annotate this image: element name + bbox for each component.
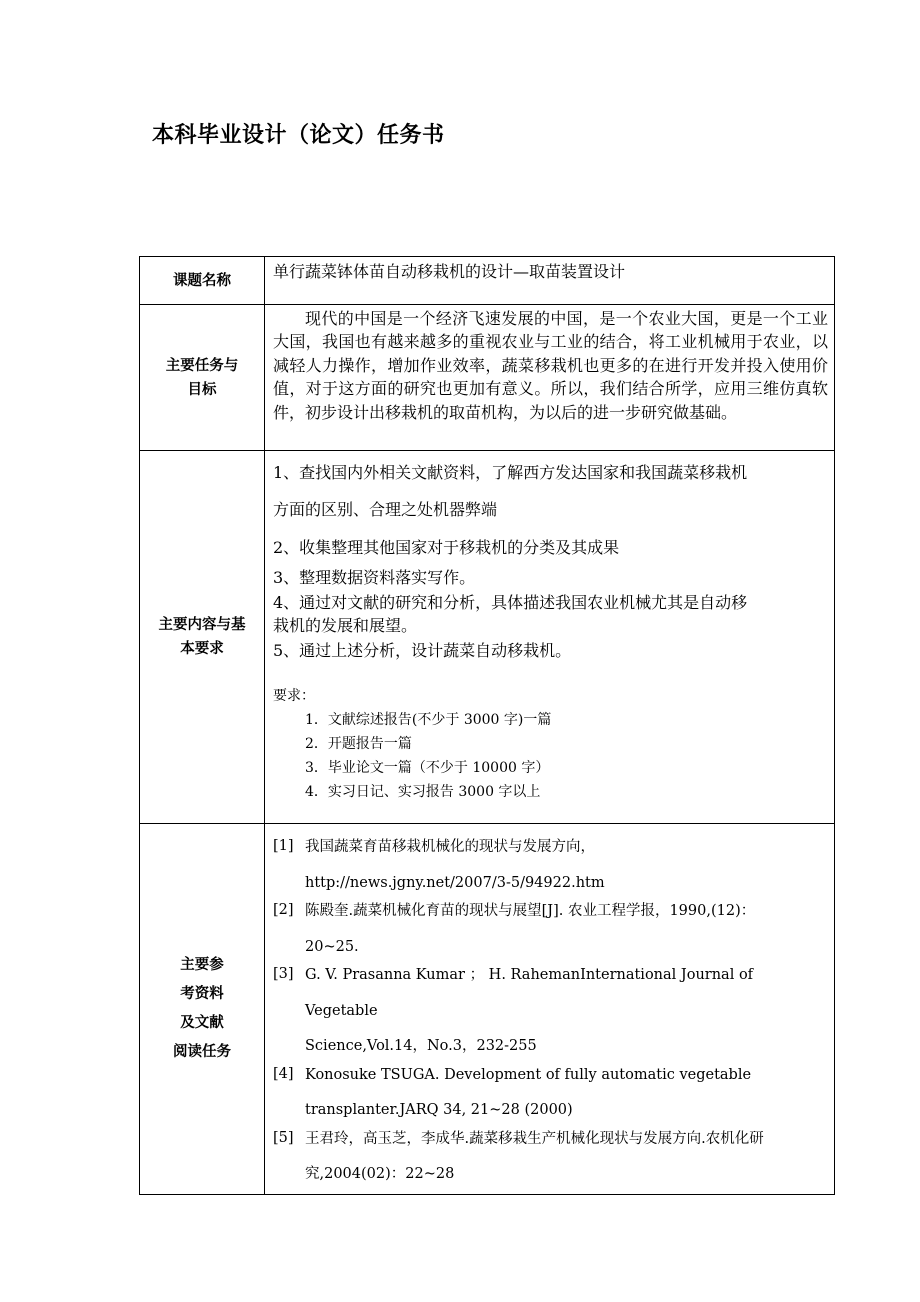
- references-label: [140, 824, 265, 1195]
- reference-line: Konosuke TSUGA. Development of fully automatic vegetable: [305, 1066, 752, 1083]
- reference-number: [3]: [273, 966, 294, 982]
- reference-line: 我国蔬菜育苗移栽机械化的现状与发展方向，: [305, 839, 595, 855]
- content-cell: [265, 451, 835, 824]
- content-item-line: 栽机的发展和展望。: [273, 616, 418, 635]
- reference-line: transplanter.JARQ 34, 21~28 (2000): [305, 1102, 573, 1118]
- reference-line: 陈殿奎.蔬菜机械化育苗的现状与展望[J]. 农业工程学报，1990,(12)：: [305, 903, 756, 919]
- references-row: [140, 824, 835, 1195]
- task-table: [139, 256, 835, 1195]
- goal-label-line: 目标: [187, 381, 217, 398]
- reference-number: [5]: [273, 1129, 294, 1146]
- reference-line: Science,Vol.14，No.3，232-255: [305, 1038, 537, 1054]
- requirement-item: 1．文献综述报告(不少于 3000 字)一篇: [305, 712, 552, 728]
- requirements-heading: 要求：: [273, 688, 315, 704]
- requirement-item: 2．开题报告一篇: [305, 736, 412, 752]
- reference-item: [273, 838, 828, 901]
- reference-item: [273, 902, 828, 965]
- reference-number: [2]: [273, 902, 294, 918]
- references-label-line: 阅读任务: [173, 1043, 231, 1060]
- requirement-item: 3．毕业论文一篇（不少于 10000 字）: [305, 760, 550, 776]
- content-item-line: 1、查找国内外相关文献资料，了解西方发达国家和我国蔬菜移栽机: [273, 463, 748, 482]
- reference-line: 王君玲，高玉芝，李成华.蔬菜移栽生产机械化现状与发展方向.农机化研: [305, 1130, 764, 1147]
- content-item-3: 3、整理数据资料落实写作。: [273, 568, 476, 587]
- content-item-2: 2、收集整理其他国家对于移栽机的分类及其成果: [273, 538, 620, 557]
- content-label-line: 本要求: [180, 641, 224, 657]
- goal-row: [140, 305, 835, 451]
- reference-line: 究,2004(02)：22~28: [305, 1166, 455, 1182]
- topic-value: 单行蔬菜钵体苗自动移栽机的设计—取苗装置设计: [273, 262, 626, 281]
- content-row: [140, 451, 835, 824]
- reference-line: G. V. Prasanna Kumar ； H. RahemanInternational Journal of Vegetable: [305, 967, 754, 1019]
- goal-cell: [265, 305, 835, 451]
- goal-label: [140, 305, 265, 451]
- references-cell: [265, 824, 835, 1195]
- reference-line: 20~25.: [305, 938, 359, 955]
- reference-number: [1]: [273, 838, 294, 854]
- references-label-line: 及文献: [180, 1014, 224, 1031]
- content-item-4: [273, 591, 828, 637]
- reference-number: [4]: [273, 1065, 294, 1082]
- content-label: [140, 451, 265, 824]
- references-label-line: 主要参: [180, 956, 224, 973]
- content-item-1: [273, 454, 828, 528]
- content-label-line: 主要内容与基: [158, 617, 246, 633]
- goal-text: 现代的中国是一个经济飞速发展的中国，是一个农业大国，更是一个工业大国，我国也有越来越多的重视农业与工业的结合，将工业机械用于农业，以减轻人力操作，增加作业效率，蔬菜移栽机也更多的在进行开发并投入使用价值，对于这方面的研究也更加有意义。所以，我们结合所学，应用三维仿真软件，初步设计出移栽机的取苗机构，为以后的进一步研究做基础。: [273, 309, 828, 422]
- reference-item: [273, 1130, 828, 1193]
- content-item-line: 4、通过对文献的研究和分析，具体描述我国农业机械尤其是自动移: [273, 593, 748, 612]
- reference-item: [273, 1066, 828, 1129]
- topic-label: 课题名称: [140, 257, 265, 305]
- topic-row: [140, 257, 835, 305]
- requirement-item: 4．实习日记、实习报告 3000 字以上: [305, 784, 541, 800]
- content-item-line: 方面的区别、合理之处机器弊端: [273, 500, 498, 519]
- content-item-5: 5、通过上述分析，设计蔬菜自动移栽机。: [273, 641, 572, 660]
- reference-line: http://news.jgny.net/2007/3-5/94922.htm: [305, 874, 605, 891]
- topic-cell: [265, 257, 835, 305]
- goal-label-line: 主要任务与: [165, 357, 239, 374]
- page-title: 本科毕业设计（论文）任务书: [152, 123, 445, 148]
- reference-item: [273, 966, 828, 1065]
- references-label-line: 考资料: [180, 985, 224, 1002]
